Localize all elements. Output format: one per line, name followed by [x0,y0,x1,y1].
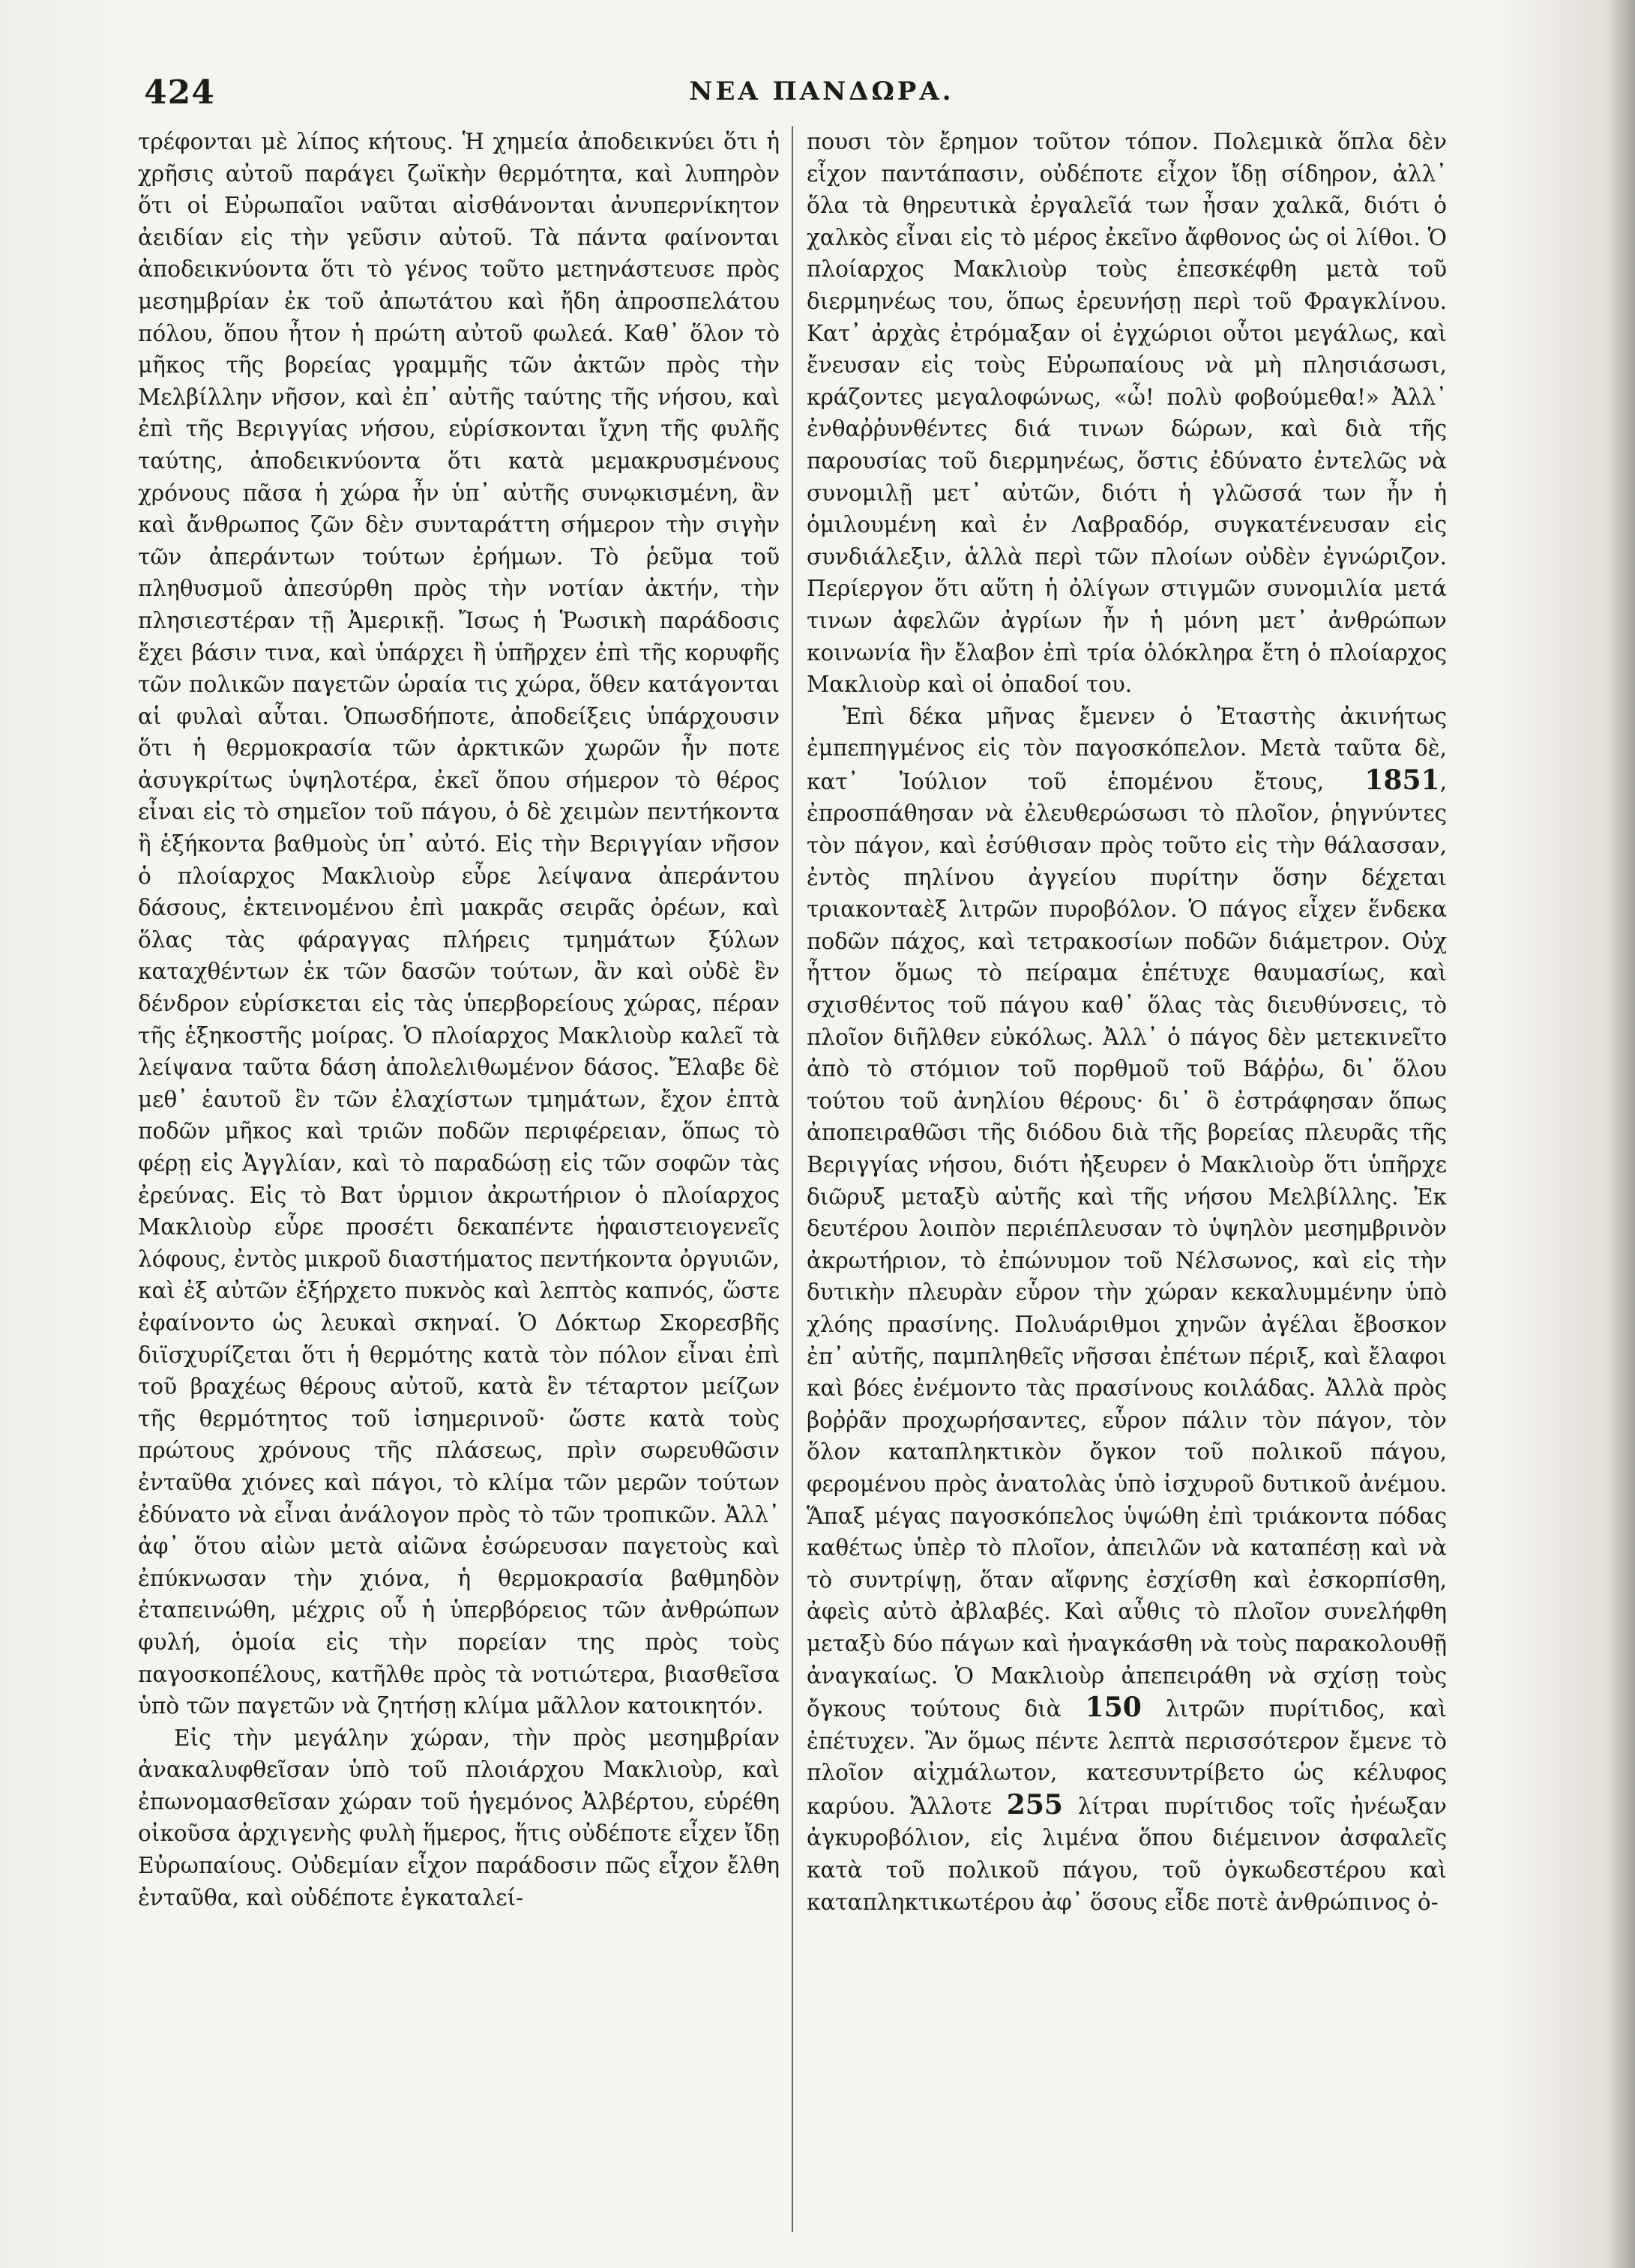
running-title: ΝΕΑ ΠΑΝΔΩΡΑ. [689,76,954,106]
right-column [807,126,1447,2240]
right-paragraph-2-part-b: , ἐπροσπάθησαν νὰ ἐλευθερώσωσι τὸ πλοῖον, ῥηγνύντες τὸν πάγον, καὶ ἐσύθισαν πρὸς τοῦτο εἰς τὴν θάλασσαν, ἐντὸς πηλίνου ἀγγείου πυρίτην ὅσην δέχεται τριακονταὲξ λιτρῶν πυροβόλον. Ὁ πάγος εἶχεν ἕνδεκα ποδῶν πάχος, καὶ τετρακοσίων ποδῶν διάμετρον. Οὐχ ἧττον ὅμως τὸ πείραμα ἐπέτυχε θαυμασίως, καὶ σχισθέντος τοῦ πάγου καθ᾿ ὅλας τὰς διευθύνσεις, τὸ πλοῖον διῆλθεν εὐκόλως. Ἀλλ᾿ ὁ πάγος δὲν μετεκινεῖτο ἀπὸ τὸ στόμιον τοῦ πορθμοῦ τοῦ Βάῤῥω, δι᾿ ὅλου τούτου τοῦ ἀνηλίου θέρους· δι᾿ ὃ ἐστράφησαν ὅπως ἀποπειραθῶσι τῆς διόδου διὰ τῆς βορείας πλευρᾶς τῆς Βεριγγίας νήσου, διότι ἠξευρεν ὁ Μακλιοὺρ ὅτι ὑπῆρχε διῶρυξ μεταξὺ αὐτῆς καὶ τῆς νήσου Μελβίλλης. Ἐκ δευτέρου λοιπὸν περιέπλευσαν τὸ ὑψηλὸν μεσημβρινὸν ἀκρωτήριον, τὸ ἐπώνυμον τοῦ Νέλσωνος, καὶ εἰς τὴν δυτικὴν πλευρὰν εὗρον τὴν χώραν κεκαλυμμένην ὑπὸ χλόης πρασίνης. Πολυάριθμοι χηνῶν ἀγέλαι ἔβοσκον ἐπ᾿ αὐτῆς, παμπληθεῖς νῆσσαι ἐπέτων πέριξ, καὶ ἔλαφοι καὶ βόες ἐνέμοντο τὰς πρασίνους κοιλάδας. Ἀλλὰ πρὸς βοῤῥᾶν προχωρήσαντες, εὗρον πάλιν τὸν πάγον, τὸν ὅλον καταπληκτικὸν ὄγκον τοῦ πολικοῦ πάγου, φερομένου πρὸς ἀνατολὰς ὑπὸ ἰσχυροῦ δυτικοῦ ἀνέμου. Ἅπαξ μέγας παγοσκόπελος ὑψώθη ἐπὶ τριάκοντα πόδας καθέτως ὑπὲρ τὸ πλοῖον, ἀπειλῶν νὰ καταπέσῃ καὶ νὰ τὸ συντρίψῃ, ὅταν αἴφνης ἐσχίσθη καὶ ἐσκορπίσθη, ἀφεὶς αὐτὸ ἀβλαβές. Καὶ αὖθις τὸ πλοῖον συνελήφθη μεταξὺ δύο πάγων καὶ ἠναγκάσθη νὰ τοὺς παρακολουθῇ ἀναγκαίως. Ὁ Μακλιοὺρ ἀπεπειράθη νὰ σχίσῃ τοὺς ὄγκους τούτους διὰ [807,768,1447,1722]
right-paragraph-1: πουσι τὸν ἔρημον τοῦτον τόπον. Πολεμικὰ ὅπλα δὲν εἶχον παντάπασιν, οὐδέποτε εἶχον ἴδῃ σίδηρον, ἀλλ᾿ ὅλα τὰ θηρευτικὰ ἐργαλεῖά των ἦσαν χαλκᾶ, διότι ὁ χαλκὸς εἶναι εἰς τὸ μέρος ἐκεῖνο ἄφθονος ὡς οἱ λίθοι. Ὁ πλοίαρχος Μακλιοὺρ τοὺς ἐπεσκέφθη μετὰ τοῦ διερμηνέως του, ὅπως ἐρευνήσῃ περὶ τοῦ Φραγκλίνου. Κατ᾿ ἀρχὰς ἐτρόμαξαν οἱ ἐγχώριοι οὗτοι μεγάλως, καὶ ἔνευσαν εἰς τοὺς Εὐρωπαίους νὰ μὴ πλησιάσωσι, κράζοντες μεγαλοφώνως, «ὦ! πολὺ φοβούμεθα!» Ἀλλ᾿ ἐνθαῤῥυνθέντες διά τινων δώρων, καὶ διὰ τῆς παρουσίας τοῦ διερμηνέως, ὅστις ἐδύνατο ἐντελῶς νὰ συνομιλῇ μετ᾿ αὐτῶν, διότι ἡ γλῶσσά των ἦν ἡ ὁμιλουμένη καὶ ἐν Λαβραδόρ, συγκατένευσαν εἰς συνδιάλεξιν, ἀλλὰ περὶ τῶν πλοίων οὐδὲν ἐγνώριζον. Περίεργον ὅτι αὕτη ἡ ὀλίγων στιγμῶν συνομιλία μετά τινων ἀφελῶν ἀγρίων ἦν ἡ μόνη μετ᾿ ἀνθρώπων κοινωνία ἣν ἔλαβον ἐπὶ τρία ὁλόκληρα ἔτη ὁ πλοίαρχος Μακλιοὺρ καὶ οἱ ὀπαδοί του. [807,129,1447,698]
right-paragraph-2-part-a: Ἐπὶ δέκα μῆνας ἔμενεν ὁ Ἐταστὴς ἀκινήτως ἐμπεπηγμένος εἰς τὸν παγοσκόπελον. Μετὰ ταῦτα δὲ, κατ᾿ Ἰούλιον τοῦ ἑπομένου ἔτους, [807,703,1447,794]
left-paragraph-2: Εἰς τὴν μεγάλην χώραν, τὴν πρὸς μεσημβρίαν ἀνακαλυφθεῖσαν ὑπὸ τοῦ πλοιάρχου Μακλιοὺρ, καὶ ἐπωνομασθεῖσαν χώραν τοῦ ἡγεμόνος Ἀλβέρτου, εὑρέθη οἰκοῦσα ἀρχιγενὴς φυλὴ ἥμερος, ἥτις οὐδέποτε εἶχεν ἴδῃ Εὐρωπαίους. Οὐδεμίαν εἶχον παράδοσιν πῶς εἶχον ἔλθη ἐνταῦθα, καὶ οὐδέποτε ἐγκαταλεί- [138,1725,780,1910]
right-paragraph-2-part-d: λίτραι πυρίτιδος τοῖς ἠνέωξαν ἀγκυροβόλιον, εἰς λιμένα ὅπου διέμεινον ἀσφαλεῖς κατὰ τοῦ πολικοῦ πάγου, τοῦ ὀγκωδεστέρου καὶ καταπληκτικωτέρου ἀφ᾿ ὅσους εἶδε ποτὲ ἀνθρώπινος ὀ- [807,1793,1447,1915]
left-column [138,126,780,2240]
page-number: 424 [144,73,215,112]
right-paragraph-2-part-c: λιτρῶν πυρίτιδος, καὶ ἐπέτυχεν. Ἂν ὅμως πέντε λεπτὰ περισσότερον ἔμενε τὸ πλοῖον αἰχμάλωτον, κατεσυντρίβετο ὡς κέλυφος καρύου. Ἄλλοτε [807,1696,1447,1819]
number-255: 255 [1006,1788,1063,1821]
binding-shadow [1608,0,1635,2268]
left-paragraph-1: τρέφονται μὲ λίπος κήτους. Ἡ χημεία ἀποδεικνύει ὅτι ἡ χρῆσις αὐτοῦ παράγει ζωϊκὴν θερμότητα, καὶ λυπηρὸν ὅτι οἱ Εὐρωπαῖοι ναῦται αἰσθάνονται ἀνυπερνίκητον ἀειδίαν εἰς τὴν γεῦσιν αὐτοῦ. Τὰ πάντα φαίνονται ἀποδεικνύοντα ὅτι τὸ γένος τοῦτο μετηνάστευσε πρὸς μεσημβρίαν ἐκ τοῦ ἀπωτάτου καὶ ἤδη ἀπροσπελάτου πόλου, ὅπου ἦτον ἡ πρώτη αὐτοῦ φωλεά. Καθ᾿ ὅλον τὸ μῆκος τῆς βορείας γραμμῆς τῶν ἀκτῶν πρὸς τὴν Μελβίλλην νῆσον, καὶ ἐπ᾿ αὐτῆς ταύτης τῆς νήσου, καὶ ἐπὶ τῆς Βεριγγίας νήσου, εὑρίσκονται ἴχνη τῆς φυλῆς ταύτης, ἀποδεικνύοντα ὅτι κατὰ μεμακρυσμένους χρόνους πᾶσα ἡ χώρα ἦν ὑπ᾿ αὐτῆς συνῳκισμένη, ἂν καὶ ἄνθρωπος ζῶν δὲν συνταράττη σήμερον τὴν σιγὴν τῶν ἀπεράντων τούτων ἐρήμων. Τὸ ῥεῦμα τοῦ πληθυσμοῦ ἀπεσύρθη πρὸς τὴν νοτίαν ἀκτήν, τὴν πλησιεστέραν τῇ Ἀμερικῇ. Ἴσως ἡ Ῥωσικὴ παράδοσις ἔχει βάσιν τινα, καὶ ὑπάρχει ἢ ὑπῆρχεν ἐπὶ τῆς κορυφῆς τῶν πολικῶν παγετῶν ὡραία τις χώρα, ὅθεν κατάγονται αἱ φυλαὶ αὗται. Ὁπωσδήποτε, ἀποδείξεις ὑπάρχουσιν ὅτι ἡ θερμοκρασία τῶν ἀρκτικῶν χωρῶν ἦν ποτε ἀσυγκρίτως ὑψηλοτέρα, ἐκεῖ ὅπου σήμερον τὸ θέρος εἶναι εἰς τὸ σημεῖον τοῦ πάγου, ὁ δὲ χειμὼν πεντήκοντα ἢ ἑξήκοντα βαθμοὺς ὑπ᾿ αὐτό. Εἰς τὴν Βεριγγίαν νῆσον ὁ πλοίαρχος Μακλιοὺρ εὗρε λείψανα ἀπεράντου δάσους, ἐκτεινομένου ἐπὶ μακρᾶς σειρᾶς ὀρέων, καὶ ὅλας τὰς φάραγγας πλήρεις τμημάτων ξύλων καταχθέντων ἐκ τῶν δασῶν τούτων, ἂν καὶ οὐδὲ ἓν δένδρον εὑρίσκεται εἰς τὰς ὑπερβορείους χώρας, πέραν τῆς ἑξηκοστῆς μοίρας. Ὁ πλοίαρχος Μακλιοὺρ καλεῖ τὰ λείψανα ταῦτα δάση ἀπολελιθωμένον δάσος. Ἔλαβε δὲ μεθ᾿ ἑαυτοῦ ἓν τῶν ἐλαχίστων τμημάτων, ἔχον ἑπτὰ ποδῶν μῆκος καὶ τριῶν ποδῶν περιφέρειαν, ὅπως τὸ φέρῃ εἰς Ἀγγλίαν, καὶ τὸ παραδώσῃ εἰς τῶν σοφῶν τὰς ἐρεύνας. Εἰς τὸ Βατ ὑρμιον ἀκρωτήριον ὁ πλοίαρχος Μακλιοὺρ εὗρε προσέτι δεκαπέντε ἡφαιστειογενεῖς λόφους, ἐντὸς μικροῦ διαστήματος πεντήκοντα ὀργυιῶν, καὶ ἐξ αὐτῶν ἐξήρχετο πυκνὸς καὶ λεπτὸς καπνός, ὥστε ἐφαίνοντο ὡς λευκαὶ σκηναί. Ὁ Δόκτωρ Σκορεσβῆς διϊσχυρίζεται ὅτι ἡ θερμότης κατὰ τὸν πόλον εἶναι ἐπὶ τοῦ βραχέως θέρους αὐτοῦ, κατὰ ἓν τέταρτον μείζων τῆς θερμότητος τοῦ ἰσημερινοῦ· ὥστε κατὰ τοὺς πρώτους χρόνους τῆς πλάσεως, πρὶν σωρευθῶσιν ἐνταῦθα χιόνες καὶ πάγοι, τὸ κλίμα τῶν μερῶν τούτων ἐδύνατο νὰ εἶναι ἀνάλογον πρὸς τὸ τῶν τροπικῶν. Ἀλλ᾿ ἀφ᾿ ὅτου αἰὼν μετὰ αἰῶνα ἐσώρευσαν παγετοὺς καὶ ἐπύκνωσαν τὴν χιόνα, ἡ θερμοκρασία βαθμηδὸν ἐταπεινώθη, μέχρις οὗ ἡ ὑπερβόρειος τῶν ἀνθρώπων φυλή, ὁμοία εἰς τὴν πορείαν της πρὸς τοὺς παγοσκοπέλους, κατῆλθε πρὸς τὰ νοτιώτερα, βιασθεῖσα ὑπὸ τῶν παγετῶν νὰ ζητήσῃ κλίμα μᾶλλον κατοικητόν. [138,129,780,1719]
column-divider [792,126,793,2232]
year-figure: 1851 [1364,764,1440,796]
number-150: 150 [1085,1692,1142,1724]
page-header [144,73,1499,118]
right-paragraph-2 [807,701,1447,1919]
